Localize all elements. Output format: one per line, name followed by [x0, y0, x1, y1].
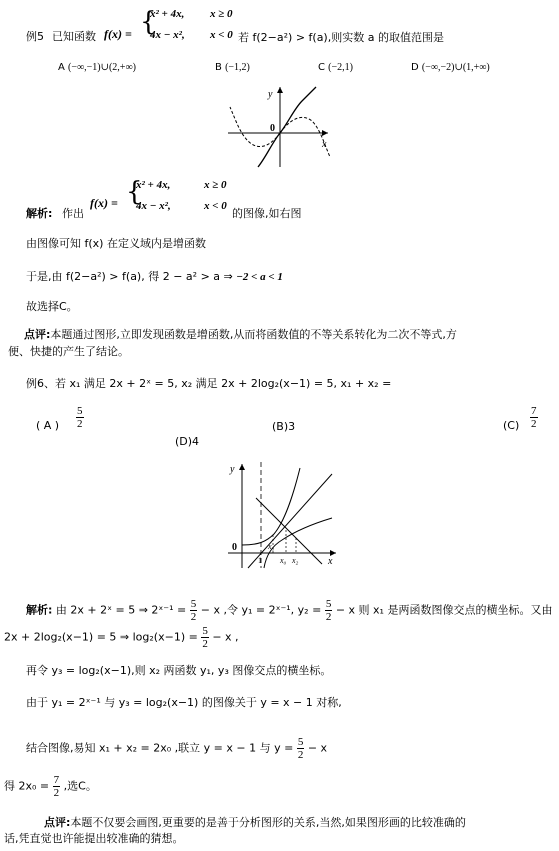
solution-5-answer: 故选择C。: [26, 300, 78, 313]
sol6-l5-num: 5: [297, 736, 304, 748]
x-axis-arrow: [322, 130, 328, 136]
graph1-x-label: x: [322, 139, 327, 150]
case2-cond: x < 0: [210, 29, 233, 41]
ex6-option-b: (B)3: [272, 420, 296, 433]
ex6-option-c-num: 7: [531, 405, 537, 417]
graph1-y-label: y: [268, 89, 273, 100]
sol6-l2-num: 5: [202, 625, 208, 637]
solution-5-lead: 作出: [62, 207, 84, 220]
sol5-case1-cond: x ≥ 0: [204, 179, 227, 191]
sol5-piecewise-brace: {: [126, 177, 143, 207]
solution-6-l1-fraction-2: [325, 598, 333, 623]
option-b-letter: B: [215, 62, 222, 73]
example-5-lead: 已知函数: [52, 30, 96, 43]
review-6-text2: 话,凭直觉也许能提出较准确的猜想。: [4, 832, 184, 845]
review-6-tag: 点评:: [44, 816, 71, 829]
sol5-piecewise-conds: [204, 179, 227, 213]
option-d-letter: D: [411, 62, 419, 73]
solution-5-line3: [26, 268, 283, 284]
review-5-text1: 本题通过图形,立即发现函数是增函数,从而将函数值的不等关系转化为二次不等式,方: [50, 328, 457, 341]
solution-5-line3-a: 于是,由 f(2−a²) > f(a), 得 2 − a² > a ⇒: [26, 270, 233, 283]
solution-6-line5: [26, 736, 327, 761]
case1-expr: x² + 4x,: [150, 8, 185, 20]
sol5-piecewise-exprs: [136, 179, 171, 213]
sol6-l1-den: 2: [190, 611, 197, 623]
sol5-case1-expr: x² + 4x,: [136, 179, 171, 191]
solution-6-l2-fraction: [201, 625, 209, 650]
option-a-text: (−∞,−1)∪(2,+∞): [68, 62, 136, 73]
y-axis-arrow: [239, 464, 245, 470]
graph2-origin: 0: [232, 542, 237, 553]
y-axis-arrow: [277, 87, 283, 93]
graph2-x1-label: x₁: [268, 542, 275, 551]
ex6-option-a-den: 2: [77, 418, 83, 430]
solution-6-l6b: ,选C。: [63, 779, 97, 793]
sol5-case2-expr: 4x − x²,: [136, 200, 171, 212]
solution-5-line3-b: −2 < a < 1: [236, 271, 283, 283]
ex6-option-c-den: 2: [531, 418, 537, 430]
case2-expr: 4x − x²,: [150, 29, 185, 41]
option-a: [58, 62, 136, 73]
sol6-l6-num: 7: [53, 774, 60, 786]
solution-6-l1a: 由 2x + 2ˣ = 5 ⇒ 2ˣ⁻¹ =: [55, 603, 187, 617]
solution-6-l1-fraction: [190, 598, 198, 623]
sol5-case2-cond: x < 0: [204, 200, 227, 212]
review-5-tag: 点评:: [24, 328, 51, 341]
example-6-graph: [228, 460, 343, 572]
option-c-text: (−2,1): [328, 62, 353, 73]
review-6-text1: 本题不仅要会画图,更重要的是善于分析图形的关系,当然,如果图形画的比较准确的: [70, 816, 466, 829]
solution-6-l2b: − x ,: [212, 630, 239, 644]
solution-6-l2a: 2x + 2log₂(x−1) = 5 ⇒ log₂(x−1) =: [4, 630, 198, 644]
case1-cond: x ≥ 0: [210, 8, 233, 20]
sol6-l1-num: 5: [190, 598, 197, 610]
graph2-tick-one: 1: [258, 556, 262, 565]
graph2-y-label: y: [230, 464, 235, 475]
solution-6-line3: 再令 y₃ = log₂(x−1),则 x₂ 两函数 y₁, y₃ 图像交点的横坐标。: [26, 664, 332, 677]
line-y2: [256, 498, 322, 564]
option-d-text: (−∞,−2)∪(1,+∞): [421, 62, 490, 73]
sol6-l5-den: 2: [297, 749, 304, 761]
option-b: [215, 62, 250, 73]
solution-5-line2: 由图像可知 f(x) 在定义域内是增函数: [26, 237, 206, 250]
example-5-graph: [228, 85, 338, 170]
example-5-tail: 若 f(2−a²) > f(a),则实数 a 的取值范围是: [238, 31, 444, 44]
graph2-x0-label: x₀: [280, 556, 287, 565]
ex6-option-a-label: ( A ): [36, 419, 60, 432]
solution-6-line4: 由于 y₁ = 2ˣ⁻¹ 与 y₃ = log₂(x−1) 的图像关于 y = x − 1 对称,: [26, 696, 342, 709]
solution-6-line6: [4, 774, 97, 799]
solution-6-l1c: − x 则 x₁ 是两函数图像交点的横坐标。又由: [335, 603, 553, 617]
solution-5-tail: 的图像,如右图: [232, 207, 302, 220]
graph1-origin: 0: [270, 123, 275, 134]
ex6-option-c-fraction: [530, 405, 538, 430]
review-6-line1: [4, 814, 466, 830]
piecewise-brace: {: [140, 7, 157, 37]
fx-lhs: f(x) =: [104, 27, 132, 41]
solution-5-tag: 解析:: [26, 207, 53, 220]
option-d: [411, 62, 490, 73]
review-5-text2: 便、快捷的产生了结论。: [8, 345, 129, 358]
ex6-option-a-num: 5: [77, 405, 83, 417]
solution-6-tag: 解析:: [26, 603, 53, 617]
sol6-l1-num-2: 5: [325, 598, 332, 610]
ex6-option-a-fraction: [76, 405, 84, 430]
option-b-text: (−1,2): [225, 62, 250, 73]
sol6-l1-den-2: 2: [325, 611, 332, 623]
example-5-label: 例5: [26, 30, 44, 43]
curve-left-solid: [258, 133, 280, 167]
option-c: [318, 62, 353, 73]
solution-6-line1: [26, 598, 552, 623]
solution-6-l6a: 得 2x₀ =: [4, 779, 50, 793]
curve-right-solid: [280, 87, 316, 133]
sol6-l2-den: 2: [202, 638, 208, 650]
solution-6-line2: [4, 625, 239, 650]
graph2-x-label: x: [328, 556, 333, 567]
review-5-line1: [8, 326, 457, 342]
example-6-stem: 例6、若 x₁ 满足 2x + 2ˣ = 5, x₂ 满足 2x + 2log₂(x−1) = 5, x₁ + x₂ =: [26, 377, 392, 390]
sol6-l6-den: 2: [53, 787, 60, 799]
option-a-letter: A: [58, 62, 65, 73]
graph2-x2-label: x₂: [292, 556, 299, 565]
solution-6-l6-fraction: [53, 774, 61, 799]
sol5-fx-lhs: f(x) =: [90, 196, 118, 210]
solution-6-l5-fraction: [297, 736, 305, 761]
ex6-option-d: (D)4: [175, 435, 200, 448]
solution-6-l1b: − x ,令 y₁ = 2ˣ⁻¹, y₂ =: [200, 603, 322, 617]
curve-right-dashed: [280, 117, 330, 157]
solution-6-l5b: − x: [307, 741, 328, 755]
piecewise-conditions: [210, 8, 233, 42]
solution-6-l5a: 结合图像,易知 x₁ + x₂ = 2x₀ ,联立 y = x − 1 与 y =: [26, 741, 294, 755]
ex6-option-c-label: (C): [503, 419, 520, 432]
option-c-letter: C: [318, 62, 325, 73]
